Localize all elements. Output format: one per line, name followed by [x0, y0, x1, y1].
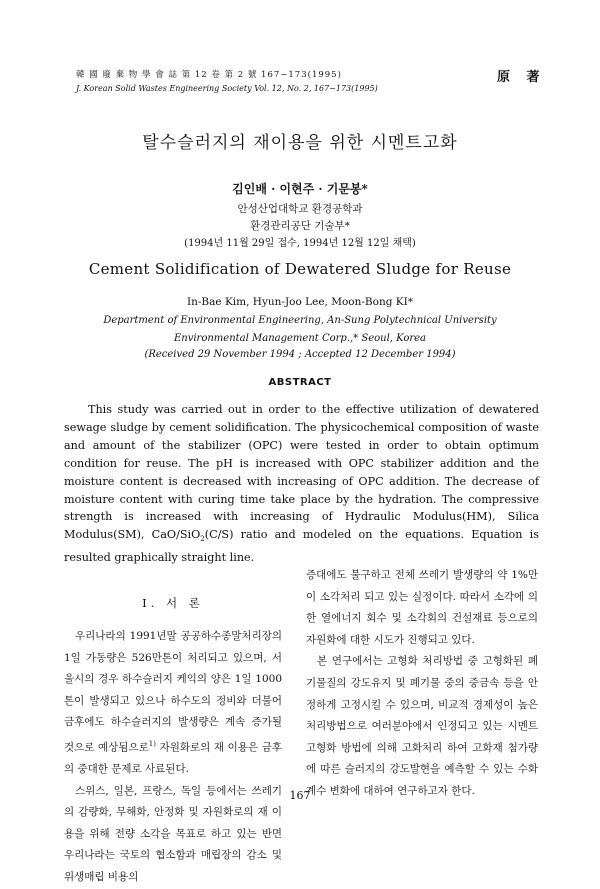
title-english: Cement Solidification of Dewatered Sludge for Reuse: [88, 260, 512, 278]
abstract-body: [64, 401, 539, 567]
affiliation-korean-2: 환경관리공단 기술부*: [250, 220, 350, 232]
right-column: [306, 565, 538, 803]
title-korean: 탈수슬러지의 재이용을 위한 시멘트고화: [142, 133, 458, 153]
intro-paragraph-1-tail: 자원화로의 재 이용은 금후의 중대한 문제로 사료된다.: [64, 741, 282, 776]
intro-paragraph-2: 스위스, 일본, 프랑스, 독일 등에서는 쓰레기의 감량화, 무해화, 안정화 및 자원화로의 재 이용을 위해 전량 소각을 목표로 하고 있는 반면 우리나라는 국토의 협소함과 매립장의 감소 및 위생매립 비용의: [64, 784, 282, 884]
affiliation-english-1: Department of Environmental Engineering, An-Sung Polytechnical University: [103, 315, 497, 326]
abstract-subscript: 2: [200, 535, 205, 544]
intro-paragraph-3: 본 연구에서는 고형화 처리방법 중 고형화된 폐기물질의 강도유지 및 폐기물 중의 중금속 등을 안정하게 고정시킬 수 있으며, 비교적 경제성이 높은 처리방법으로 여러분야에서 인정되고 있는 시멘트 고형화 방법에 의해 고화처리 하여 고화재 첨가량에 따른 슬러지의 강도발현을 예측할 수 있는 수화계수 변화에 대하여 연구하고자 한다.: [306, 655, 538, 797]
affiliation-english-2: Environmental Management Corp.,* Seoul, Korea: [173, 333, 427, 344]
dates-korean: (1994년 11월 29일 접수, 1994년 12월 12일 채택): [184, 238, 416, 249]
authors-korean: 김인배 · 이현주 · 기문봉*: [232, 182, 368, 196]
article-type-badge: 原 著: [497, 70, 546, 85]
abstract-text-1: This study was carried out in order to the effective utilization of dewatered sewage sludge by cement solidification. The physicochemical composition of waste and amount of the stabilizer (OPC) were tested in order to obtain optimum condition for reuse. The pH is increased with OPC stabilizer addition and the moisture content is decreased with increasing of OPC addition. The decrease of moisture content with curing time take place by the hydration. The compressive strength is increased with increasing of Hydraulic Modulus(HM), Silica Modulus(SM), CaO/SiO: [64, 403, 539, 542]
affiliation-korean-1: 안성산업대학교 환경공학과: [237, 203, 363, 215]
abstract-text-2: (C/S) ratio and modeled on the equations. Equation is resulted graphically straight line.: [64, 528, 539, 565]
intro-paragraph-1-text: 우리나라의 1991년말 공공하수종말처리장의 1일 가동량은 526만톤이 처리되고 있으며, 서울시의 경우 하수슬러지 케익의 양은 1일 1000톤이 발생되고 있으나 하수도의 정비와 더불어 금후에도 하수슬러지의 발생량은 계속 증가될 것으로 예상됨으로: [64, 630, 282, 754]
intro-paragraph-1: [64, 626, 282, 781]
authors-english: In-Bae Kim, Hyun-Joo Lee, Moon-Bong KI*: [186, 296, 414, 308]
section-heading-introduction: Ⅰ. 서 론: [142, 596, 204, 610]
page-number: 167: [289, 789, 311, 802]
dates-english: (Received 29 November 1994 ; Accepted 12 December 1994): [144, 349, 456, 360]
citation-ref-1: 1): [148, 739, 156, 748]
journal-header-korean: 韓 國 廢 棄 物 學 會 誌 第 12 卷 第 2 號 167~173(1995): [76, 70, 342, 80]
journal-header-english: J. Korean Solid Wastes Engineering Society Vol. 12, No. 2, 167~173(1995): [76, 84, 378, 93]
abstract-heading: ABSTRACT: [268, 377, 332, 388]
intro-paragraph-2-continued: 증대에도 불구하고 전체 쓰레기 발생량의 약 1%만이 소각처리 되고 있는 실정이다. 따라서 소각에 의한 열에너지 회수 및 소각회의 건설재료 등으로의 자원화에 대한 시도가 진행되고 있다.: [306, 569, 538, 646]
